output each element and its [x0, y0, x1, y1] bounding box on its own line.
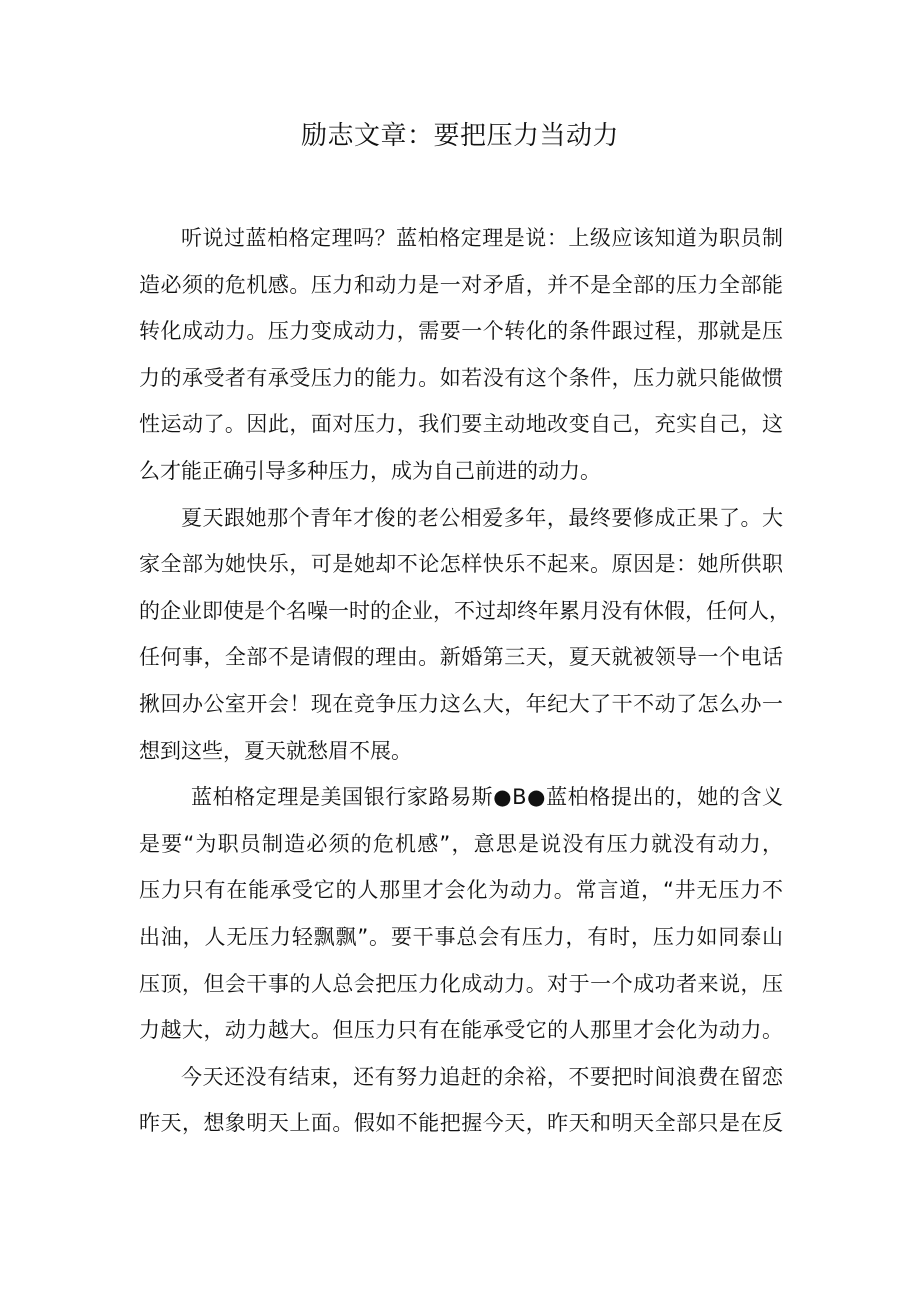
paragraph-1 — [139, 215, 783, 495]
paragraph-line: 力的承受者有承受压力的能力。如若没有这个条件，压力就只能做惯 — [139, 365, 783, 390]
paragraph-2 — [139, 495, 790, 775]
paragraph-line: 压力只有在能承受它的人那里才会化为动力。常言道，“井无压力不 — [139, 878, 783, 903]
paragraph-line: 家全部为她快乐，可是她却不论怎样快乐不起来。原因是：她所供职 — [139, 552, 783, 577]
paragraph-line: 听说过蓝柏格定理吗？蓝柏格定理是说：上级应该知道为职员制 — [181, 226, 783, 250]
paragraph-line: 想到这些，夏天就愁眉不展。 — [139, 738, 412, 763]
paragraph-line: 的企业即使是个名噪一时的企业，不过却终年累月没有休假，任何人， — [139, 598, 790, 623]
paragraph-line: 今天还没有结束，还有努力追赶的余裕，不要把时间浪费在留恋 — [181, 1064, 783, 1089]
paragraph-line: 力越大，动力越大。但压力只有在能承受它的人那里才会化为动力。 — [139, 1018, 783, 1043]
article-title: 励志文章：要把压力当动力 — [300, 121, 619, 151]
paragraph-3 — [139, 774, 783, 1054]
paragraph-line: 揪回办公室开会！现在竞争压力这么大，年纪大了干不动了怎么办一 — [139, 691, 783, 716]
paragraph-line: 蓝柏格定理是美国银行家路易斯●B●蓝柏格提出的，她的含义 — [191, 785, 783, 810]
paragraph-4 — [139, 1054, 783, 1147]
paragraph-line: 造必须的危机感。压力和动力是一对矛盾，并不是全部的压力全部能 — [139, 272, 783, 297]
paragraph-line: 出油，人无压力轻飘飘”。要干事总会有压力，有时，压力如同泰山 — [139, 924, 783, 949]
paragraph-line: 转化成动力。压力变成动力，需要一个转化的条件跟过程，那就是压 — [139, 319, 783, 344]
paragraph-line: 昨天，想象明天上面。假如不能把握今天，昨天和明天全部只是在反 — [139, 1111, 783, 1136]
article-body — [139, 215, 790, 1147]
paragraph-line: 是要“为职员制造必须的危机感”，意思是说没有压力就没有动力， — [139, 831, 783, 856]
paragraph-line: 压顶，但会干事的人总会把压力化成动力。对于一个成功者来说，压 — [139, 971, 783, 996]
paragraph-line: 么才能正确引导多种压力，成为自己前进的动力。 — [139, 458, 601, 483]
paragraph-line: 性运动了。因此，面对压力，我们要主动地改变自己，充实自己，这 — [139, 412, 783, 437]
paragraph-line: 任何事，全部不是请假的理由。新婚第三天，夏天就被领导一个电话 — [139, 645, 783, 670]
paragraph-line: 夏天跟她那个青年才俊的老公相爱多年，最终要修成正果了。大 — [181, 505, 783, 530]
